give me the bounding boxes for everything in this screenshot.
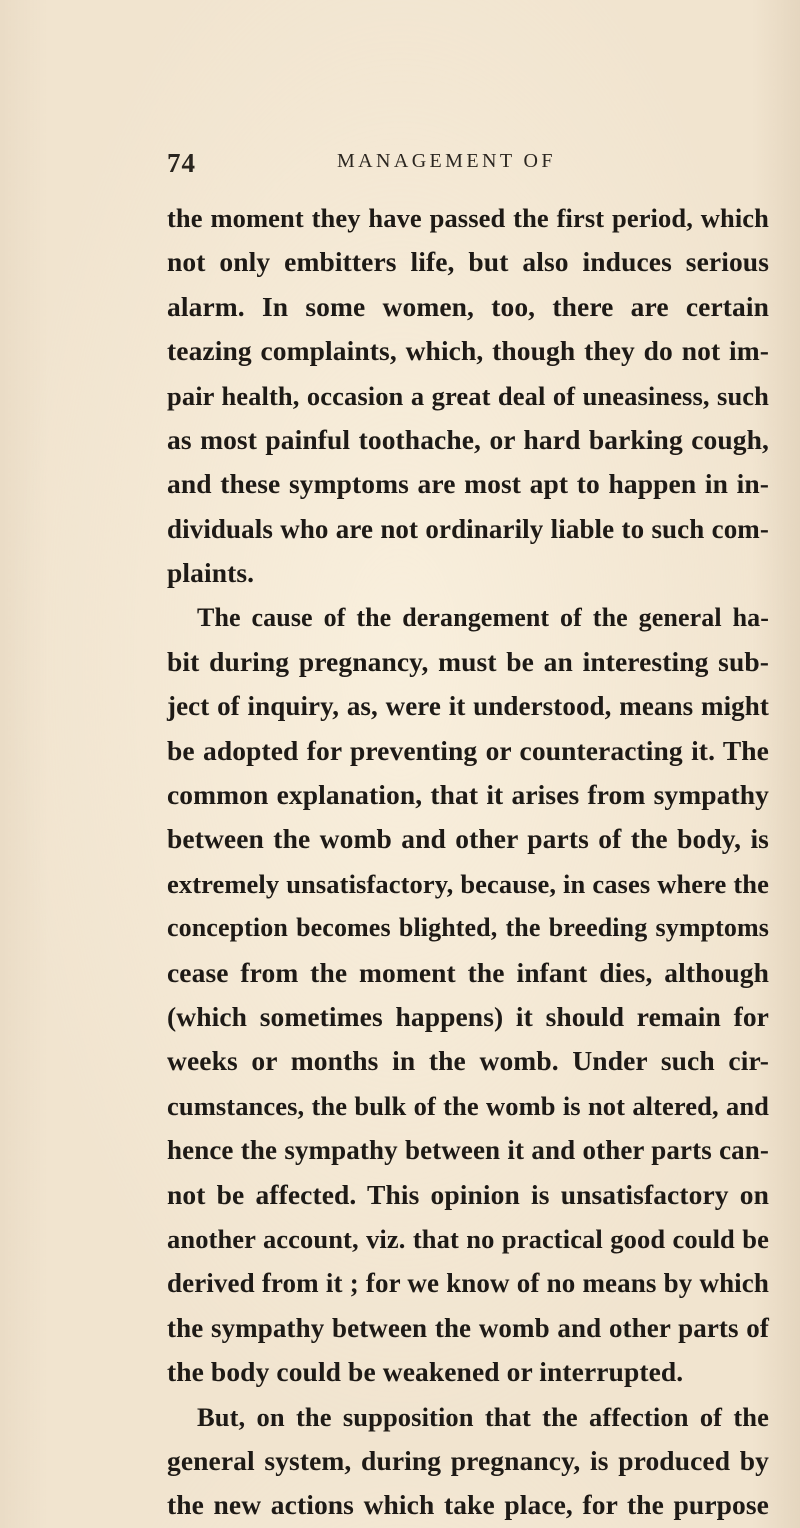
running-head [167,148,769,180]
text-line: ject of inquiry, as, were it understood, means might [167,691,769,722]
text-line: weeks or months in the womb. Under such cir- [167,1045,769,1077]
text-line: the body could be weakened or interrupted. [167,1356,684,1388]
text-line: another account, viz. that no practical good could be [167,1223,769,1254]
text-line: pair health, occasion a great deal of uneasiness, such [167,380,769,411]
text-line: not be affected. This opinion is unsatisfactory on [167,1178,769,1210]
text-line: alarm. In some women, too, there are certain [167,290,769,322]
text-line: cease from the moment the infant dies, although [167,956,769,988]
text-line: the moment they have passed the first period, which [167,203,769,233]
text-line: not only embitters life, but also induces serious [167,246,769,278]
text-line: dividuals who are not ordinarily liable to such com- [167,513,769,544]
paragraph-start-line: But, on the supposition that the affection of the [197,1401,769,1432]
text-line: teazing complaints, which, though they do not im- [167,335,769,367]
text-line: as most painful toothache, or hard barking cough, [167,423,769,455]
text-line: derived from it ; for we know of no means by which [167,1268,769,1299]
text-line: the new actions which take place, for the purpose [167,1489,769,1521]
text-line: common explanation, that it arises from sympathy [167,779,769,811]
text-line: and these symptoms are most apt to happen in in- [167,468,769,500]
body-text [167,196,769,1528]
text-line: (which sometimes happens) it should remain for [167,1001,769,1033]
paragraph-start-line: The cause of the derangement of the general ha- [197,602,769,632]
text-line: cumstances, the bulk of the womb is not altered, and [167,1090,769,1121]
text-line: hence the sympathy between it and other parts can- [167,1135,769,1166]
running-title: MANAGEMENT OF [337,150,556,172]
page-number: 74 [167,148,196,178]
text-line: conception becomes blighted, the breeding symptoms [167,913,769,943]
text-line: be adopted for preventing or counteracting it. The [167,734,769,766]
text-line: general system, during pregnancy, is produced by [167,1444,769,1476]
text-line: the sympathy between the womb and other parts of [167,1312,769,1343]
text-line: extremely unsatisfactory, because, in cases where the [167,868,769,899]
text-line: bit during pregnancy, must be an interesting sub- [167,645,769,677]
text-line: plaints. [167,557,255,589]
text-line: between the womb and other parts of the body, is [167,823,769,855]
